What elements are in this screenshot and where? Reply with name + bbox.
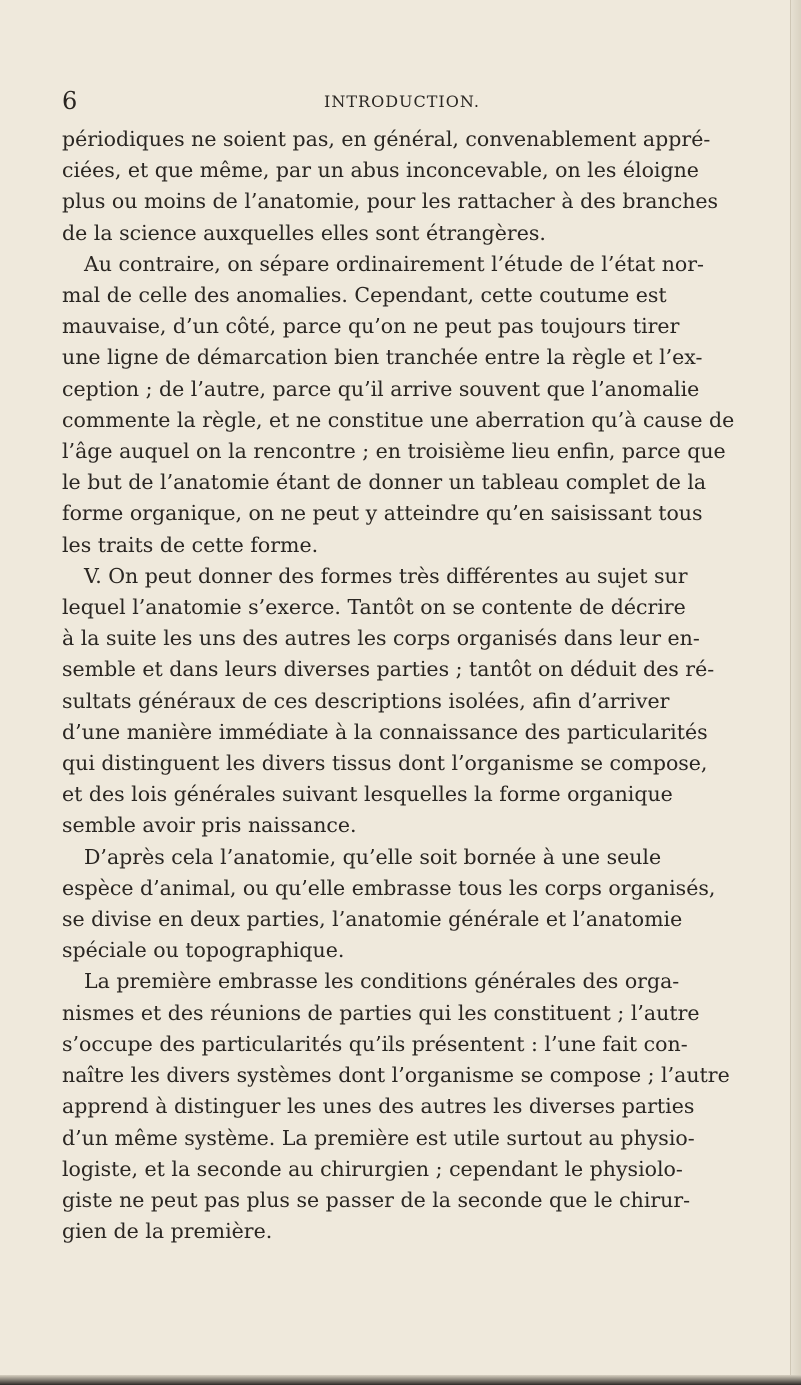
text-line: plus ou moins de l’anatomie, pour les rattacher à des branches (62, 189, 719, 214)
text-line: les traits de cette forme. (62, 532, 319, 557)
running-head: INTRODUCTION. (324, 92, 480, 111)
text-line: se divise en deux parties, l’anatomie générale et l’anatomie (62, 907, 683, 932)
text-line: d’un même système. La première est utile surtout au physio- (62, 1125, 695, 1150)
page-number: 6 (62, 87, 78, 115)
text-line: mal de celle des anomalies. Cependant, cette coutume est (62, 283, 667, 308)
text-line: ciées, et que même, par un abus inconcevable, on les éloigne (62, 158, 699, 183)
text-line: forme organique, on ne peut y atteindre qu’en saisissant tous (62, 501, 703, 526)
text-line: commente la règle, et ne constitue une aberration qu’à cause de (62, 407, 735, 432)
text-line: le but de l’anatomie étant de donner un tableau complet de la (62, 470, 707, 495)
page-header (62, 88, 742, 118)
text-line: spéciale ou topographique. (62, 938, 345, 963)
text-line: logiste, et la seconde au chirurgien ; cependant le physiolo- (62, 1156, 683, 1181)
text-line: apprend à distinguer les unes des autres les diverses parties (62, 1094, 695, 1119)
text-line: nismes et des réunions de parties qui les constituent ; l’autre (62, 1000, 700, 1025)
text-line: V. On peut donner des formes très différentes au sujet sur (84, 563, 688, 588)
text-line: d’une manière immédiate à la connaissance des particularités (62, 719, 708, 744)
body-text (62, 124, 754, 1247)
text-line: lequel l’anatomie s’exerce. Tantôt on se contente de décrire (62, 595, 686, 620)
text-line: mauvaise, d’un côté, parce qu’on ne peut pas toujours tirer (62, 314, 680, 339)
page-edge-right (790, 0, 801, 1385)
text-line: ception ; de l’autre, parce qu’il arrive souvent que l’anomalie (62, 376, 700, 401)
text-line: semble et dans leurs diverses parties ; tantôt on déduit des ré- (62, 657, 715, 682)
text-line: naître les divers systèmes dont l’organisme se compose ; l’autre (62, 1063, 730, 1088)
text-line: qui distinguent les divers tissus dont l’organisme se compose, (62, 751, 708, 776)
text-line: giste ne peut pas plus se passer de la seconde que le chirur- (62, 1187, 691, 1212)
page-edge-bottom (0, 1375, 801, 1385)
text-line: espèce d’animal, ou qu’elle embrasse tous les corps organisés, (62, 875, 716, 900)
text-line: périodiques ne soient pas, en général, convenablement appré- (62, 127, 711, 151)
text-line: semble avoir pris naissance. (62, 813, 357, 838)
text-line: et des lois générales suivant lesquelles la forme organique (62, 782, 673, 807)
text-line: La première embrasse les conditions générales des orga- (84, 969, 680, 994)
text-line: sultats généraux de ces descriptions isolées, afin d’arriver (62, 688, 670, 713)
text-line: gien de la première. (62, 1219, 273, 1244)
text-line: l’âge auquel on la rencontre ; en troisième lieu enfin, parce que (62, 439, 726, 464)
text-line: de la science auxquelles elles sont étrangères. (62, 220, 546, 245)
text-line: à la suite les uns des autres les corps organisés dans leur en- (62, 626, 700, 651)
text-line: s’occupe des particularités qu’ils présentent : l’une fait con- (62, 1031, 688, 1056)
text-line: Au contraire, on sépare ordinairement l’étude de l’état nor- (84, 251, 704, 276)
text-line: D’après cela l’anatomie, qu’elle soit bornée à une seule (84, 844, 662, 869)
text-line: une ligne de démarcation bien tranchée entre la règle et l’ex- (62, 345, 703, 370)
